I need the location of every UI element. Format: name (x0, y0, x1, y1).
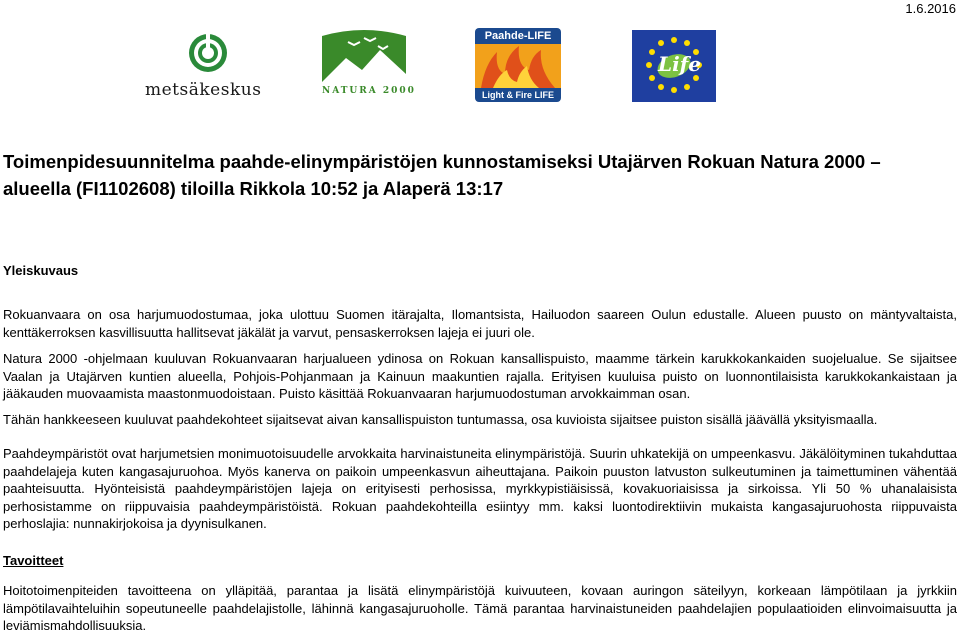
paahde-life-label: Paahde-LIFE (484, 30, 552, 42)
natura-emblem-icon (318, 28, 410, 86)
paahde-life-logo (475, 28, 561, 102)
page-date: 1.6.2016 (905, 1, 956, 16)
natura-2000-logo (318, 28, 416, 102)
document-title: Toimenpidesuunnitelma paahde-elinympäristöjen kunnostamiseksi Utajärven Rokuan Natura 2000 – alueella (FI1102608) tiloilla Rikkola 10:52 ja Alaperä 13:17 (3, 151, 881, 199)
metsakeskus-logo (140, 32, 280, 102)
logo-row (0, 0, 960, 110)
section-heading-yleiskuvaus: Yleiskuvaus (3, 263, 79, 278)
eu-life-logo (632, 30, 716, 102)
paragraph: Tähän hankkeeseen kuuluvat paahdekohteet sijaitsevat aivan kansallispuiston tuntumassa, osa kuvioista sijaitsee puiston sisällä jäävällä yksityismaalla. (3, 412, 878, 427)
paragraph: Paahdeympäristöt ovat harjumetsien monimuotoisuudelle arvokkaita harvinaistuneita elinympäristöjä. Suurin uhkatekijä on umpeenkasvu. Jäkälöityminen tukahduttaa paahdelajeja kuten kangasajuruohoa. Myös kanerva on paikoin umpeenkasvun aiheuttajana. Paikoin puuston latvuston sulkeutuminen ja taimettuminen vähentää paahteisuutta. Hyönteisistä paahdeympäristöjen lajeja on erityisesti perhosissa, myrkkypistiäisissä, kovakuoriaisissa ja sirkoissa. Yli 50 % uhanalaisista perhosistamme on riippuvaisia paahdeympäristöistä. Rokuan paahdekohteilla esiintyy mm. kaksi luontodirektiivin mukaista kangasajuruohosta riippuvaista perhoslajia: nunnakirjokoisa ja dyynisulkanen. (3, 446, 957, 531)
section-heading-tavoitteet: Tavoitteet (3, 553, 64, 568)
metsakeskus-wordmark: metsäkeskus (145, 80, 262, 100)
metsakeskus-emblem-icon (140, 32, 280, 77)
paragraph: Natura 2000 -ohjelmaan kuuluvan Rokuanvaaran harjualueen ydinosa on Rokuan kansallispuisto, maamme tärkein karukkokankaiden suojelualue. Se sijaitsee Vaalan ja Utajärven kuntien alueella, Pohjois-Pohjanmaan ja Kainuun maakuntien rajalla. Erityisen kuuluisa puisto on luonnontilaisista karukkokankaistaan ja jääkauden muovaamista maastonmuodoistaan. Puisto käsittää Rokuanvaaran harjumuodostuman arvokkaimman osan. (3, 351, 957, 401)
flame-icon (475, 44, 561, 88)
paragraph: Hoitotoimenpiteiden tavoitteena on ylläpitää, parantaa ja lisätä elinympäristöjä kuivuuteen, kovaan auringon säteilyyn, korkeaan lämpötilaan ja jyrkkiin lämpötilavaihteluihin sopeutuneelle paahdelajistolle, lähinnä kangasajuruoholle. Tämä parantaa harvinaistuneiden paahdelajien populaatioiden elinvoimaisuutta ja leviämismahdollisuuksia. (3, 583, 957, 633)
paragraph: Rokuanvaara on osa harjumuodostumaa, joka ulottuu Suomen itärajalta, Ilomantsista, Hailuodon saareen Oulun edustalle. Alueen puusto on mäntyvaltaista, kenttäkerroksen kasvillisuutta hallitsevat jäkälät ja varvut, pensaskerroksen lajeja ei juuri ole. (3, 307, 957, 340)
life-wordmark: Life (658, 52, 701, 76)
light-fire-label: Light & Fire LIFE (482, 90, 554, 100)
natura-wordmark: NATURA 2000 (322, 86, 416, 96)
